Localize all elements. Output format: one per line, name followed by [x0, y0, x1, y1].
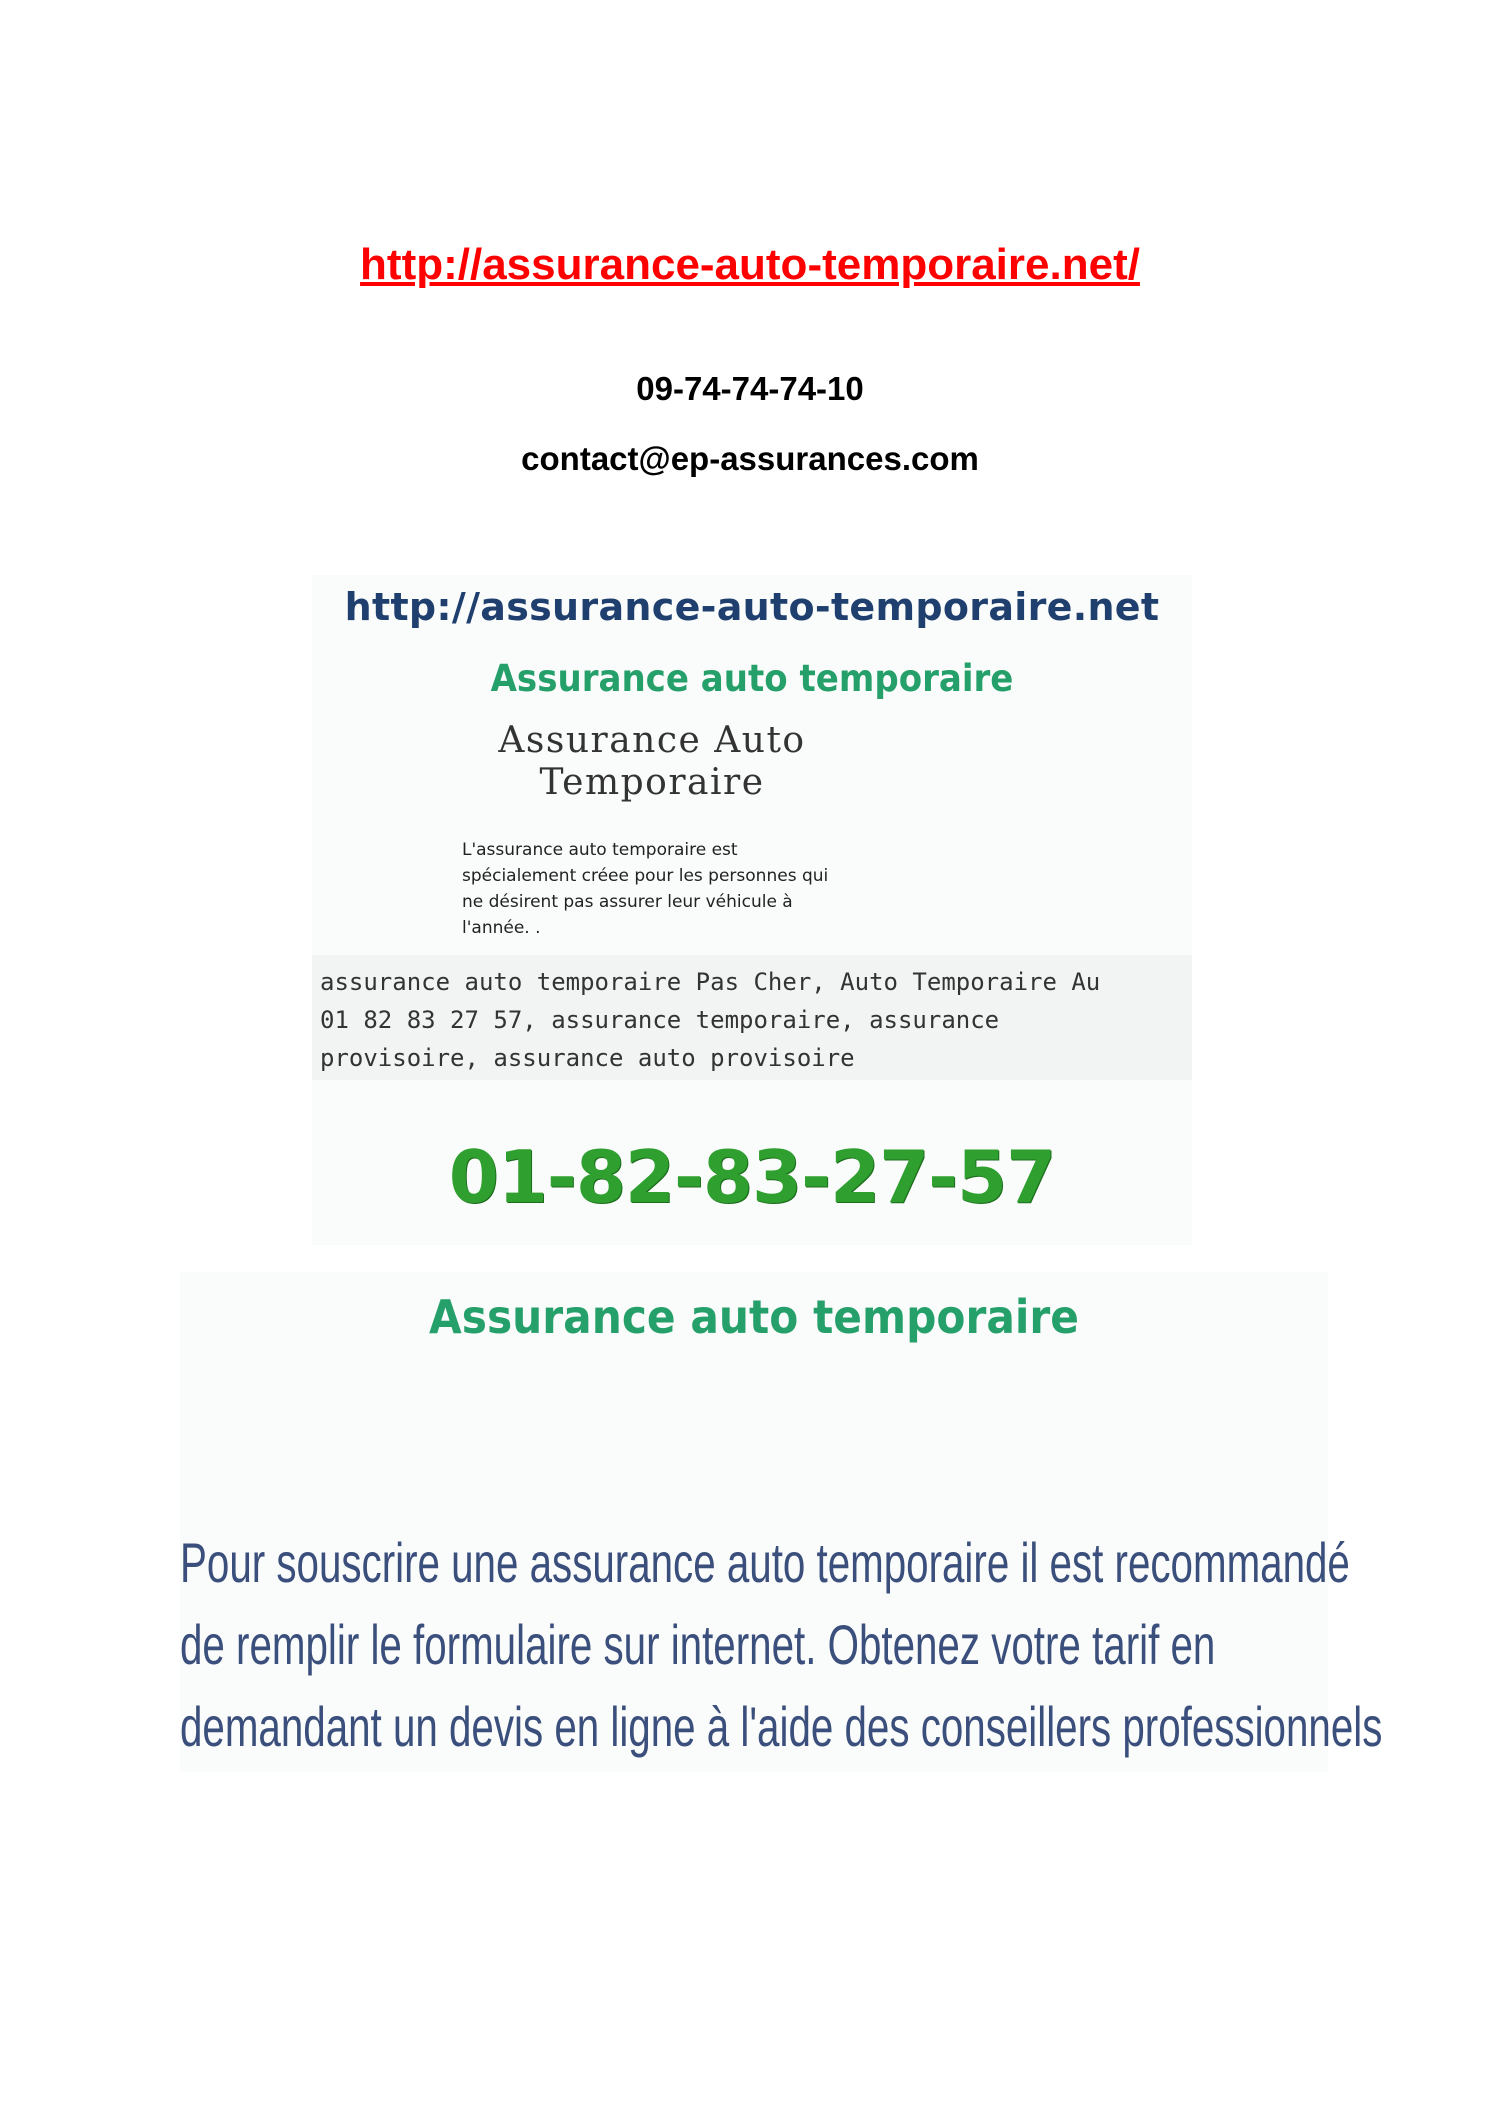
contact-phone: 09-74-74-74-10 — [636, 370, 864, 407]
promo-serif-title — [462, 720, 842, 804]
promo-image-1 — [312, 575, 1192, 1245]
promo-green-title: Assurance auto temporaire — [490, 657, 1014, 700]
promo-keywords-line: assurance auto temporaire Pas Cher, Auto Temporaire Au — [320, 968, 1101, 996]
website-link[interactable]: http://assurance-auto-temporaire.net/ — [360, 240, 1140, 289]
promo-keywords-line: 01 82 83 27 57, assurance temporaire, assurance — [320, 1006, 1000, 1034]
promo-phone-number: 01-82-83-27-57 — [448, 1135, 1056, 1219]
promo2-body-line: Pour souscrire une assurance auto temporaire il est recommandé — [180, 1531, 1350, 1594]
promo2-body-text — [180, 1522, 1383, 1768]
promo-keywords-line: provisoire, assurance auto provisoire — [320, 1044, 855, 1072]
promo-url-heading: http://assurance-auto-temporaire.net — [344, 585, 1160, 629]
promo-serif-title-line: Temporaire — [539, 762, 765, 803]
promo2-body-line: de remplir le formulaire sur internet. Obtenez votre tarif en — [180, 1613, 1216, 1676]
promo-keywords-strip — [312, 955, 1192, 1080]
promo2-green-title: Assurance auto temporaire — [429, 1290, 1079, 1344]
promo-image-2 — [180, 1272, 1383, 1772]
promo-description — [462, 837, 962, 941]
promo-description-line: ne désirent pas assurer leur véhicule à — [462, 892, 793, 912]
contact-email: contact@ep-assurances.com — [521, 440, 979, 477]
promo2-body-line: demandant un devis en ligne à l'aide des conseillers professionnels — [180, 1695, 1383, 1758]
promo-description-line: spécialement créee pour les personnes qui — [462, 866, 829, 886]
promo-description-line: l'année. . — [462, 918, 541, 938]
promo-description-line: L'assurance auto temporaire est — [462, 840, 738, 860]
promo-serif-title-line: Assurance Auto — [498, 720, 806, 761]
